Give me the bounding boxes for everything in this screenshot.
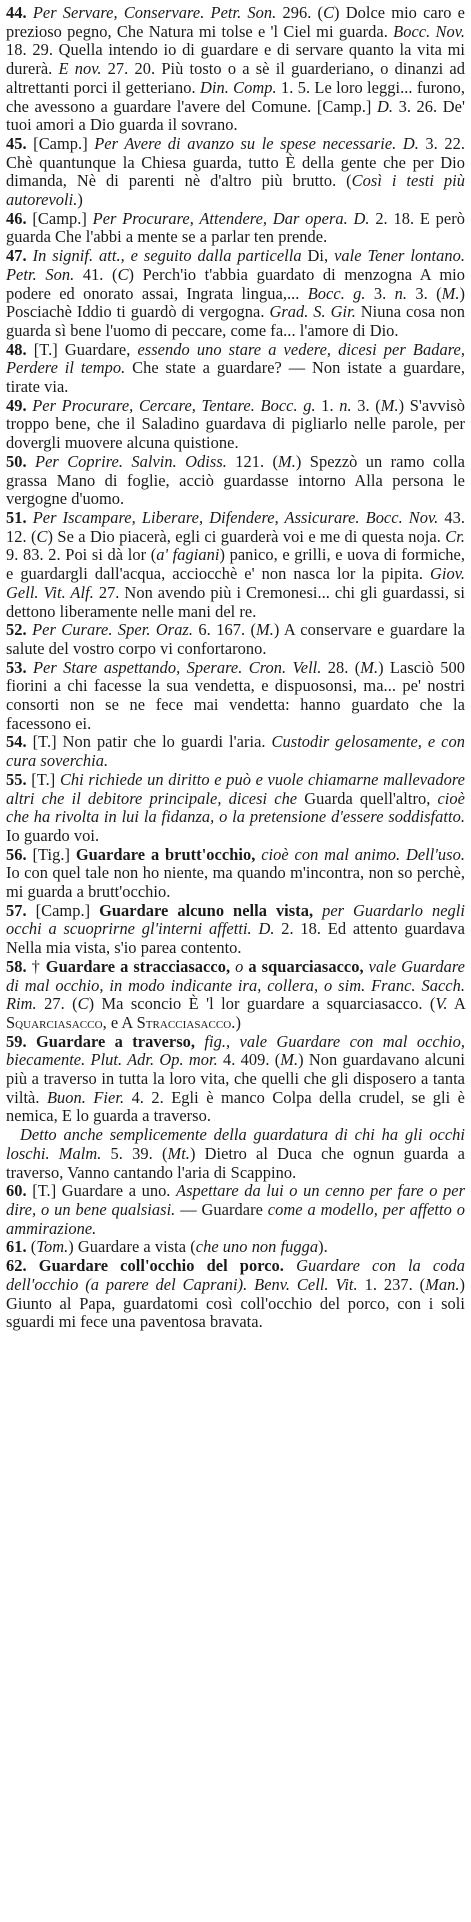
entry-text: ) Dietro al Duca che ognun guarda a traverso, Vanno cantando l'aria di Scappino. [6,1143,465,1182]
entry-text: 1. 5. Le loro leggi... furono, che avessono a guardare l'avere del Comune. [Camp.] [6,77,465,116]
entry-number: 60. [6,1181,27,1201]
bold-text: Guardare a stracciasacco, [45,956,231,976]
entry-text: ) Spezzò un ramo colla grassa Mano di foglie, acciò guardasse intorno Alla persona le vergogne d'uomo. [6,451,466,509]
italic-text: Per Procurare, Attendere, Dar opera. D. [92,208,370,228]
italic-text: Aspettare da lui o un cenno per fare o per dire, o un bene qualsiasi. [6,1181,465,1219]
entry-text: ) A conservare e guardare la salute del vostro corpo vi confortarono. [6,620,465,658]
entry-text: ) [77,190,83,210]
entry-text: [T.] Guardare a uno. [26,1181,177,1201]
entry-text: , e A [102,1012,137,1032]
entry-text: [T.] Guardare, [26,339,138,359]
italic-text: M. [360,657,379,677]
italic-text: Giov. Gell. Vit. Alf. [6,564,465,602]
italic-text: V. [435,994,448,1014]
entry-text: ) Posciachè Iddio ti guardò di vergogna. [6,283,465,322]
italic-text: Din. Comp. [199,77,277,97]
italic-text: E nov. [58,59,102,79]
italic-text: per Guardarlo negli occhi a scuoprirne gl'interni affetti. D. [6,900,465,939]
entry-text: Che state a guardare? — Non istate a guardare, tirate via. [6,358,465,397]
bold-text: Guardare a brutt'occhio, [75,844,256,864]
entry-text: [T.] Non patir che lo guardi l'aria. [26,732,272,752]
entry-text: ). [318,1237,328,1257]
entry-text: ) S'avvisò troppo bene, che il Saladino guardava di pigliarlo nelle parole, per dovergli muovere alcuna quistione. [6,395,466,453]
dictionary-entry-44 [6,4,465,135]
entry-number: 61. [6,1237,27,1257]
italic-text: n. [394,283,408,303]
entry-number: 48. [6,339,27,359]
italic-text: vale Tener lontano. Petr. Son. [6,246,465,284]
entry-number: 47. [6,246,27,266]
entry-text: 296. ( [276,3,324,22]
entry-text: Io guardo voi. [6,825,100,845]
dictionary-entry-50 [6,453,465,509]
bold-text: a squarciasacco, [248,956,364,976]
entry-number: 53. [6,657,27,677]
entry-text: [Camp.] [26,900,100,920]
italic-text: M. [441,283,460,303]
dictionary-entry-46 [6,210,465,247]
entry-text: 2. 18. E però guarda Che l'abbi a mente se a parlar ten prende. [6,208,465,247]
italic-text: Per Iscampare, Liberare, Difendere, Assicurare. Bocc. Nov. [32,507,439,527]
italic-text: a' fagiani [156,545,220,565]
entry-text: ) Se a Dio piacerà, egli ci guarderà voi e me di questa noja. [47,526,446,546]
entry-text [27,1032,36,1051]
dictionary-entry-49 [6,397,465,453]
italic-text: M. [380,395,399,415]
entry-text: 27. 20. Più tosto o a sè il guarderiano, o dinanzi ad altrettanti porci il getteriano. [6,59,466,97]
entry-text: 4. 2. Egli è manco Colpa della crudel, se gli è nemica, E lo guarda a traverso. [6,1087,465,1126]
entry-text: 27. Non avendo più i Cremonesi... chi gli guardassi, si dettono liberamente nelle mani del re. [6,582,466,621]
dictionary-entry-47 [6,247,465,341]
entry-text: — Guardare [175,1200,268,1219]
italic-text: M. [256,620,274,640]
entry-number: 50. [6,451,27,471]
entry-text: 3. 26. De' tuoi amori a Dio guarda il sovrano. [6,96,465,135]
entry-text: ) Perch'io t'abbia guardato di menzogna A mio podere ed onorato assai, Ingrata lingua,... [6,264,466,303]
dictionary-entry-59b [6,1126,465,1182]
entry-text: [T.] [26,769,60,789]
entry-number: 52. [6,620,27,640]
entry-text: 9. 83. 2. Poi si dà lor ( [6,545,157,565]
entry-number: 58. [6,956,27,976]
italic-text: Man. [425,1274,460,1294]
entry-text: 121. ( [226,451,279,471]
dictionary-entry-54 [6,733,465,770]
entry-text: 5. 39. ( [101,1143,168,1163]
dictionary-entry-45 [6,135,465,210]
italic-text: Cr. [445,526,466,546]
entry-text: 1. [315,395,340,415]
entry-number: 54. [6,732,27,752]
dictionary-entry-52 [6,621,465,658]
entry-number: 59. [6,1031,27,1051]
entry-text: 41. ( [74,264,118,284]
entry-text: 4. 409. ( [217,1050,281,1070]
entry-text: 3. [365,283,395,303]
dictionary-entry-61 [6,1238,465,1257]
italic-text: vale Guardare di mal occhio, in modo indicante ira, collera, o sim. Franc. Sacch. Rim. [6,956,466,1014]
italic-text: M. [280,1050,299,1070]
italic-text: Mt. [167,1143,190,1163]
italic-text: Buon. Fier. [46,1087,125,1107]
italic-text: C [117,264,129,284]
dictionary-entry-55 [6,771,465,846]
italic-text: Detto anche semplicemente della guardatura di chi ha gli occhi loschi. Malm. [6,1125,465,1163]
entry-text: 1. 237. ( [357,1274,426,1294]
dictionary-entry-51 [6,509,465,621]
entry-number: 55. [6,769,27,789]
dictionary-entry-59 [6,1033,465,1127]
bold-text: Guardare coll'occhio del porco. [38,1256,284,1276]
entry-number: 49. [6,395,27,415]
italic-text: Per Stare aspettando, Sperare. Cron. Vell. [32,657,322,677]
entry-number: 51. [6,507,27,527]
dictionary-entry-57 [6,902,465,958]
entry-text: [Camp.] [26,133,95,153]
italic-text: M. [278,451,296,471]
entry-number: 62. [6,1256,27,1276]
entry-number: 45. [6,133,27,153]
dictionary-entry-56 [6,846,465,902]
entry-text: ) Giunto al Papa, guardatomi così coll'occhio del porco, con i soli sguardi mi fece una paventosa bravata. [6,1274,466,1332]
italic-text: cioè con mal animo. Dell'uso. [261,844,465,864]
dictionary-entry-62 [6,1257,465,1332]
entry-text: ( [26,1237,37,1257]
dictionary-entry-58 [6,958,465,1033]
smallcaps-text: Squarciasacco [6,1012,103,1032]
italic-text: o [235,956,244,976]
italic-text: Custodir gelosamente, e con cura soverchia. [6,732,465,771]
entry-number: 46. [6,208,27,228]
italic-text: che uno non fugga [195,1237,319,1257]
italic-text: Tom. [36,1237,69,1257]
entry-text: Niuna cosa non guarda sì bene l'uomo di peccare, come fa... l'amore di Dio. [6,302,465,340]
entry-text: A [447,994,465,1014]
entry-text: 3. ( [351,395,381,415]
entry-text: 18. 29. Quella intendo io di guardare e di servare quanto la vita mi durerà. [6,40,465,79]
italic-text: fig., vale Guardare con mal occhio, biecamente. Plut. Adr. Op. mor. [6,1031,465,1070]
entry-text: Guarda quell'altro, [297,788,438,808]
entry-text [313,901,322,920]
dictionary-entry-53 [6,659,465,734]
italic-text: Per Avere di avanzo su le spese necessarie. D. [94,133,419,153]
dictionary-entry-60 [6,1182,465,1238]
italic-text: Per Servare, Conservare. Petr. Son. [32,3,277,22]
entry-text: 3. ( [407,283,442,303]
italic-text: Per Coprire. Salvin. Odiss. [35,451,227,471]
bold-text: Guardare alcuno nella vista, [99,900,314,920]
entry-text: ) Dolce mio caro e prezioso pegno, Che Natura mi tolse e 'l Ciel mi guarda. [6,3,465,41]
italic-text: Grad. S. Gir. [269,302,356,322]
italic-text: D. [376,96,394,116]
italic-text: cioè che ha rivolta in lui la fidanza, o la pretensione d'essere soddisfatto. [6,788,465,827]
dictionary-entry-48 [6,341,465,397]
entry-text: Di, [301,246,335,266]
entry-text [27,1256,39,1275]
entry-text: ) Lasciò 500 fiorini a chi facesse la sua vendetta, e dispuosonsi, ma... pe' nostri consorti non se ne fece mai vendetta: hanno guardato che la facessono ei. [6,657,465,733]
entry-text: 27. ( [36,994,78,1014]
entry-text: 3. 22. Chè quantunque la Chiesa guarda, tutto È della gente che per Dio dimanda, Nè di parenti nè d'altro più brutto. ( [6,133,466,191]
entry-text: ) Ma sconcio È 'l lor guardare a squarciasacco. ( [88,994,436,1014]
entry-text: [Camp.] [26,208,93,228]
italic-text: n. [339,395,352,415]
entry-text: † [26,956,46,976]
entry-text [284,1256,296,1275]
entry-text: 43. 12. ( [6,507,465,546]
entry-text: 2. 18. Ed attento guardava Nella mia vista, s'io parea contento. [6,919,466,958]
entry-text: ) panico, e grilli, e uova di formiche, e guardargli dall'acqua, acciocchè e' non nasca lor la pipita. [6,545,465,584]
entry-text: ) Guardare a vista ( [68,1237,196,1257]
entry-text: ) Non guardavano alcuni più a traverso in tutta la loro vita, che quelli che gli disposero a tanta viltà. [6,1050,465,1107]
entry-text: .) [231,1012,241,1032]
italic-text: Bocc. Nov. [393,21,465,41]
italic-text: come a modello, per affetto o ammirazione. [6,1200,465,1238]
italic-text: C [36,526,48,546]
smallcaps-text: Stracciasacco [136,1012,232,1032]
entry-text: [Tig.] [26,844,76,864]
entry-text: Io con quel tale non ho niente, ma quando m'incontra, non so perchè, mi guarda a brutt'occhio. [6,863,465,902]
italic-text: C [323,3,335,22]
entry-number: 44. [6,3,27,22]
entry-text [27,452,35,471]
italic-text: Guardare con la coda dell'occhio (a parere del Caprani). Benv. Cell. Vit. [6,1256,465,1294]
italic-text: Così i testi più autorevoli. [6,171,466,210]
entry-number: 57. [6,900,27,920]
entry-number: 56. [6,844,27,864]
italic-text: Per Procurare, Cercare, Tentare. Bocc. g. [32,395,316,415]
entry-text: 28. ( [321,657,361,677]
bold-text: Guardare a traverso, [36,1031,196,1051]
italic-text: essendo uno stare a vedere, dicesi per Badare, Perdere il tempo. [6,339,465,378]
italic-text: Bocc. g. [307,283,366,303]
italic-text: Chi richiede un diritto e può e vuole chiamarne mallevadore altri che il debitore principale, dicesi che [6,769,465,808]
italic-text: Per Curare. Sper. Oraz. [32,620,194,640]
entry-text: 6. 167. ( [193,620,257,640]
italic-text: C [77,994,89,1014]
italic-text: In signif. att., e seguito dalla particella [32,246,302,266]
